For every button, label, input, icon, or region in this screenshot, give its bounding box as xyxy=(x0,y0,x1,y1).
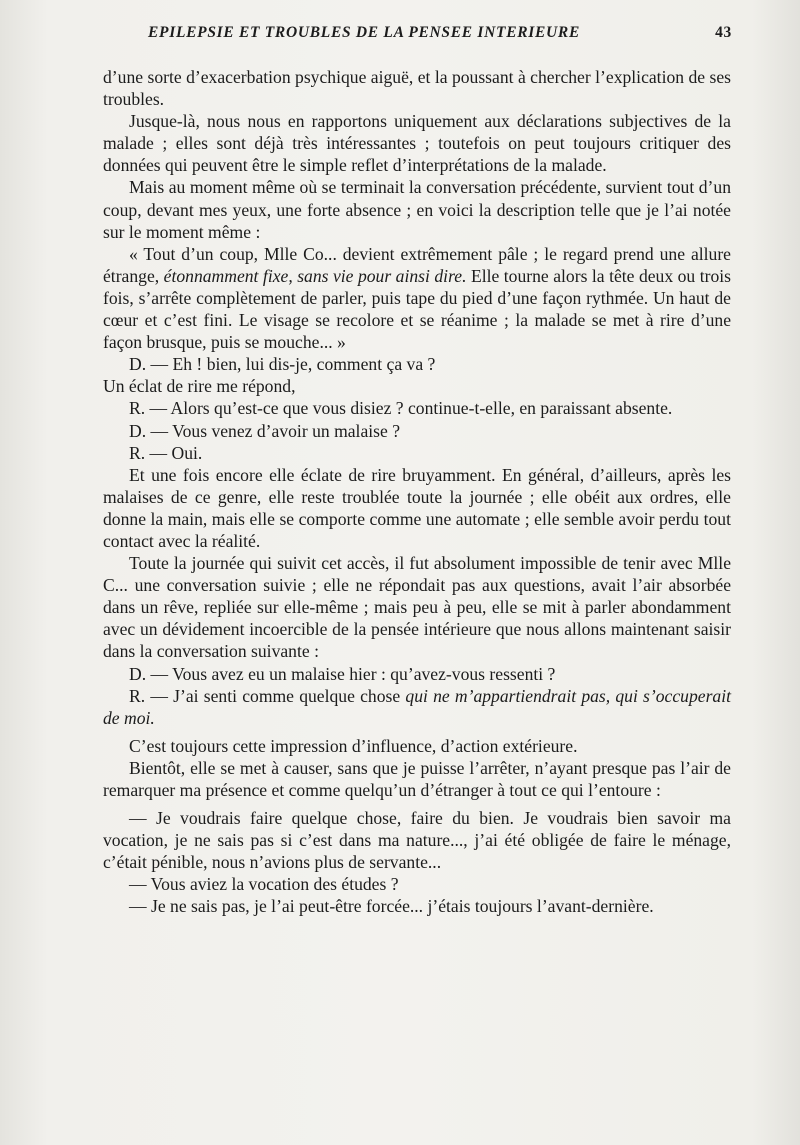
running-title: EPILEPSIE ET TROUBLES DE LA PENSEE INTERIEURE xyxy=(148,24,581,41)
paragraph: Bientôt, elle se met à causer, sans que je puisse l’arrêter, n’ayant presque pas l’air de remarquer ma présence et comme quelqu’un d’étranger à tout ce qui l’entoure : xyxy=(103,757,731,800)
body-text xyxy=(103,66,731,918)
answer-italic: qui ne m’appartiendrait pas, qui s’occuperait de moi. xyxy=(103,685,732,728)
dialogue-line: D. — Eh ! bien, lui dis-je, comment ça va ? xyxy=(129,354,436,375)
paragraph-2: Jusque-là, nous nous en rapportons uniquement aux déclarations subjectives de la malade ; elles sont déjà très intéressantes ; toutefois on peut toujours critiquer des données qui peuvent être le simple reflet d’interprétations de la malade. xyxy=(103,111,731,176)
paragraph: Et une fois encore elle éclate de rire bruyamment. En général, d’ailleurs, après les malaises de ce genre, elle reste troublée toute la journée ; elle obéit aux ordres, elle donne la main, mais elle se comporte comme une automate ; elle semble avoir perdu tout contact avec la réalité. xyxy=(103,464,731,551)
dialogue-line: — Je voudrais faire quelque chose, faire du bien. Je voudrais bien savoir ma vocation, je ne sais pas si c’est dans ma nature..., j’ai été obligée de faire le ménage, c’était pénible, nous n’avions plus de servante... xyxy=(103,808,731,873)
answer-text: R. — J’ai senti comme quelque chose xyxy=(129,685,406,706)
dialogue-line: — Je ne sais pas, je l’ai peut-être forcée... j’étais toujours l’avant-dernière. xyxy=(129,896,654,917)
running-header xyxy=(148,24,730,42)
dialogue-line: — Vous aviez la vocation des études ? xyxy=(129,874,399,895)
paragraph: Toute la journée qui suivit cet accès, il fut absolument impossible de tenir avec Mlle C... une conversation suivie ; elle ne répondait pas aux questions, avait l’air absorbée dans un rêve, repliée sur elle-même ; mais peu à peu, elle se mit à parler abondamment avec un dévidement incoercible de la pensée intérieure que nous allons maintenant saisir dans la conversation suivante : xyxy=(103,553,731,662)
paragraph-4-quote xyxy=(103,243,731,353)
dialogue-line: R. — Oui. xyxy=(129,442,203,463)
paragraph-3: Mais au moment même où se terminait la conversation précédente, survient tout d’un coup, devant mes yeux, une forte absence ; en voici la description telle que je l’ai notée sur le moment même : xyxy=(103,177,731,242)
quote-italic: étonnamment fixe, sans vie pour ainsi dire. xyxy=(163,265,467,286)
paragraph: C’est toujours cette impression d’influence, d’action extérieure. xyxy=(129,735,578,756)
quote-text-end: Elle tourne alors la tête deux ou trois fois, s’arrête complètement de parler, puis tape du pied d’une façon rythmée. Un haut de cœur et c’est fini. Le visage se recolore et se réanime ; la malade se met à rire d’une façon brusque, puis se mouche... » xyxy=(103,265,731,353)
dialogue-line xyxy=(103,685,731,729)
dialogue-line: D. — Vous avez eu un malaise hier : qu’avez-vous ressenti ? xyxy=(129,663,556,684)
paragraph-1: d’une sorte d’exacerbation psychique aiguë, et la poussant à chercher l’explication de ses troubles. xyxy=(103,67,731,110)
dialogue-line: Un éclat de rire me répond, xyxy=(103,376,296,397)
quote-text-start: « Tout d’un coup, Mlle Co... devient extrêmement pâle ; le regard prend une allure étrange, xyxy=(103,243,731,286)
dialogue-line: D. — Vous venez d’avoir un malaise ? xyxy=(129,420,401,441)
page-number: 43 xyxy=(715,24,732,41)
dialogue-line: R. — Alors qu’est-ce que vous disiez ? continue-t-elle, en paraissant absente. xyxy=(129,398,673,419)
